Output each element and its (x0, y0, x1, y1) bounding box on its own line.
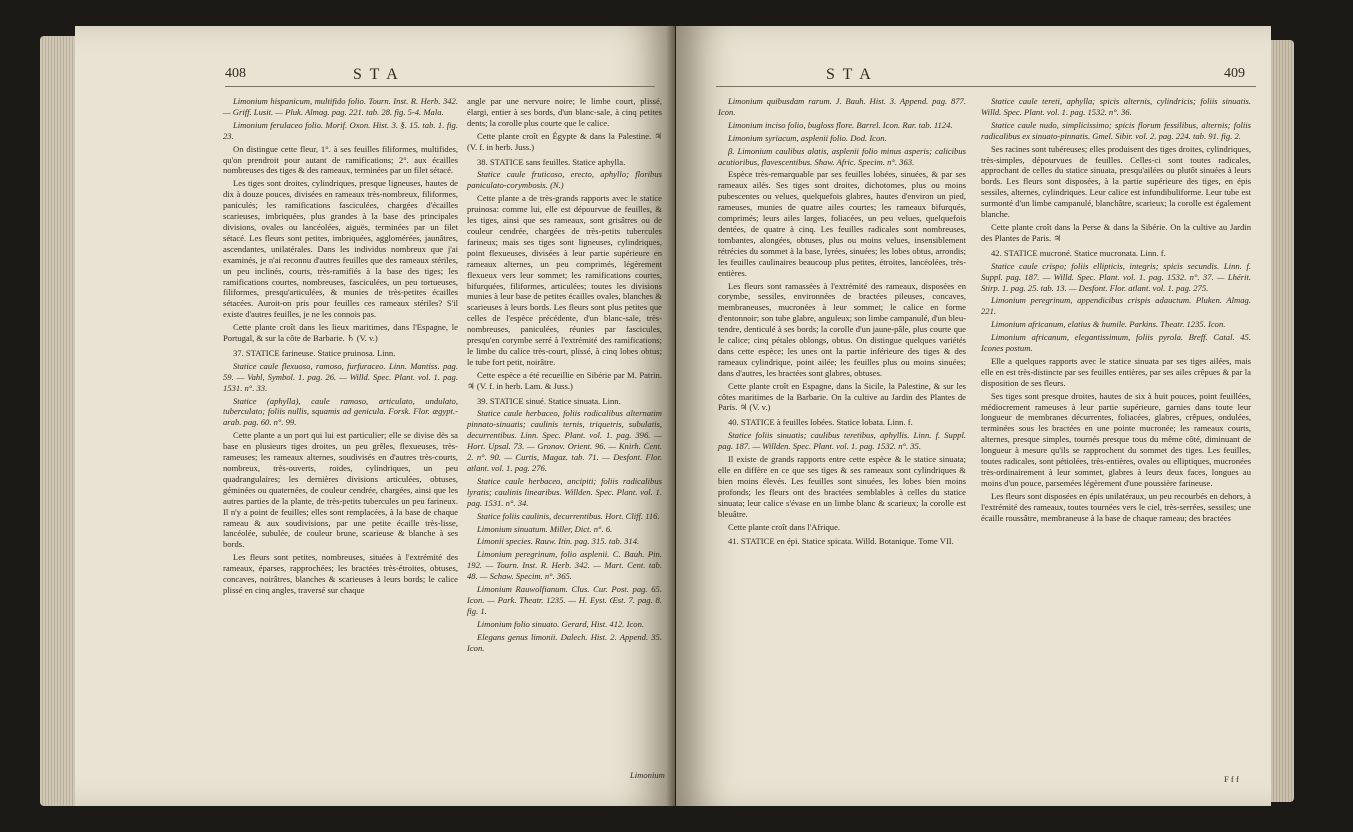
paragraph: Cette plante croît dans la Perse & dans la Sibérie. On la cultive au Jardin des Plantes de Paris. ♃ (981, 221, 1251, 243)
paragraph: Les fleurs sont petites, nombreuses, situées à l'extrémité des rameaux, éparses, rapprochées; les bractées très-étroites, obtuses, concaves, noirâtres, blanches & scarieuses à leurs bords; le calice plissé en cinq angles, traversé sur chaque (223, 552, 458, 595)
running-head-right: S T A (826, 66, 873, 83)
paragraph: Limonium folio sinuato. Gerard, Hist. 412. Icon. (477, 618, 645, 629)
right-column-1 (718, 96, 966, 549)
paragraph: 40. STATICE à feuilles lobées. Statice lobata. Linn. f. (728, 417, 913, 428)
paragraph: Limonium africanum, elegantissimum, foliis pyrola. Breff. Catal. 45. Icones postum. (981, 332, 1251, 354)
paragraph: Cette plante croît dans les lieux maritimes, dans l'Espagne, le Portugal, & sur la côte de Barbarie. ♄ (V. v.) (223, 322, 458, 344)
paragraph: Statice caule fruticoso, erecto, aphyllo; floribus paniculato-corymbosis. (N.) (467, 169, 662, 191)
paragraph: Il existe de grands rapports entre cette espèce & le statice sinuata; elle en diffère en ce que ses tiges & ses rameaux sont cylindriques & bien moins élevés. Les feuilles sont sinuées, les lobes bien moins profonds; les fleurs ont des bractées semblables à celles du statice sinuata; leur calice s'évase en un limbe blanc & scarieux; la corolle est bleuâtre. (718, 454, 966, 519)
left-page-edges (40, 36, 80, 806)
paragraph: On distingue cette fleur, 1°. à ses feuilles filiformes, multifides, qu'on prendroit pour autant de ramifications; 2°. aux écailles nombreuses des tiges & des rameaux, terminées par un filet sétacé. (223, 143, 458, 176)
paragraph: Cette plante croît en Espagne, dans la Sicile, la Palestine, & sur les côtes maritimes de la Barbarie. On la cultive au Jardin des Plantes de Paris. ♃ (V. v.) (718, 380, 966, 413)
paragraph: Les fleurs sont disposées en épis unilatéraux, un peu recourbés en dehors, à l'extrémité des rameaux, toutes tournées vers le ciel, très-serrées, sessiles; une écaille roussâtre, membraneuse à la base de chaque rameau; des bractées (981, 490, 1251, 523)
paragraph: Cette plante a de très-grands rapports avec le statice pruinosa: comme lui, elle est dépourvue de feuilles, & les tiges, ainsi que ses rameaux, sont grisâtres ou de couleur cendrée, chargées de très-petits tubercules farineux; mais ses tiges sont ligneuses, cylindriques, point flexueuses, divisées à leur partie supérieure en rameaux alternes, un peu comprimés, légèrement flexueux vers leur sommet; les ramifications courtes, bifurquées, filiformes, articulées; toutes les divisions munies à leur base de petites écailles ovales, blanches & scarieuses à leurs bords. Les fleurs sont plus petites que celles de l'espèce précédente, d'un blanc-sale, très-nombreuses, paniculées, réunies par fascicules, presqu'en corymbe serré à l'extrémité des ramifications; le limbe du calice très-court, plissé, à cinq lobes obtus; le tube fort petit, noirâtre. (467, 193, 662, 367)
page-number-right: 409 (1224, 66, 1245, 81)
paragraph: Limonium hispanicum, multifido folio. Tourn. Inst. R. Herb. 342. — Griff. Lusit. — Pluk. Almag. pag. 221. tab. 28. fig. 5-4. Mala. (223, 96, 458, 117)
paragraph: Cette espèce a été recueillie en Sibérie par M. Patrin. ♃ (V. f. in herb. Lam. & Juss.) (467, 369, 662, 391)
header-rule-right (716, 86, 1256, 87)
paragraph: 39. STATICE sinué. Statice sinuata. Linn. (477, 395, 621, 406)
paragraph: Ses tiges sont presque droites, hautes de six à huit pouces, point feuillées, médiocrement rameuses à leur partie supérieure, garnies dans toute leur longueur de membranes décurrentes, foliacées, glabres, crêpues, ondulées, terminées sous les bractées en une pointe mucronée; les rameaux courts, alternes, presque simples, tournés presque tous du même côté, diminuant de longueur à mesure qu'ils se rapprochent du sommet des tiges. Les feuilles, toutes radicales, sont pétiolées, très-entières, ovales ou elliptiques, mucronées très-ordinairement à leur sommet, glabres à leurs deux faces, longues au moins d'un pouce, parsemées légèrement d'une poussière farineuse. (981, 390, 1251, 488)
paragraph: Statice foliis caulinis, decurrentibus. Hort. Cliff. 116. (477, 510, 660, 521)
paragraph: Les fleurs sont ramassées à l'extrémité des rameaux, disposées en corymbe, sessiles, environnées de bractées pileuses, concaves, membraneuses, mucronées à leur sommet; le calice en forme d'entonnoir; son tube glabre, anguleux; son limbe campanulé, d'un bleu-tendre, denticulé à ses bords; la corolle d'un jaune-pâle, plus courte que le calice; cinq pétales oblongs, obtus. On distingue quelques variétés dans cette espèce; les unes ont la partie inférieure des tiges & des rameaux cylindrique, point ailée; les feuilles plus ou moins sinuées; dans d'autres, les bractées sont glabres, obtuses. (718, 280, 966, 378)
page-number-left: 408 (225, 66, 246, 81)
paragraph: Espèce très-remarquable par ses feuilles lobées, sinuées, & par ses rameaux ailés. Ses tiges sont droites, dichotomes, plus ou moins pubescentes ou velues, quelquefois glabres, hautes d'environ un pied, rameuses, munies de quatre ailes courtes; les rameaux bifurqués, comprimés; leurs ailes larges, foliacées, un peu velues, quelquefois dentées, de quatre à cinq. Les feuilles radicales sont nombreuses, tombantes, alongées, obtuses, plus ou moins velues, insensiblement rétrécies du sommet à la base, lyrées, sinuées; les lobes obtus, arrondis; les feuilles caulinaires beaucoup plus petites, étroites, lancéolées, très-entières. (718, 169, 966, 278)
catchword: Limonium (630, 770, 665, 780)
paragraph: Limonium inciso folio, bugloss flore. Barrel. Icon. Rar. tab. 1124. (728, 119, 953, 130)
paragraph: Limonium peregrinum, folio asplenii. C. Bauh. Pin. 192. — Tourn. Inst. R. Herb. 342. — Mart. Cent. tab. 48. — Schaw. Specim. n°. 365. (467, 549, 662, 582)
paragraph: Statice caule flexuoso, ramoso, furfuraceo. Linn. Mantiss. pag. 59. — Vahl, Symbol. 1. pag. 26. — Willd. Spec. Plant. vol. 1. pag. 1531. n°. 33. (223, 360, 458, 393)
paragraph: Limonium Rauwolfianum. Clus. Cur. Post. pag. 65. Icon. — Park. Theatr. 1235. — H. Eyst. Œst. 7. pag. 8. fig. 1. (467, 584, 662, 616)
left-page (75, 26, 675, 806)
paragraph: Les tiges sont droites, cylindriques, presque ligneuses, hautes de dix à douze pouces, divisées en rameaux très-nombreux, filiformes, paniculés; les ramifications fasciculées, chargées d'écailles scarieuses, imbriquées, plus grandes à la base des principales divisions, ovales ou lancéolées, aiguës, terminées par un filet sétacé. Les fleurs sont petites, imbriquées, agglomérées, jaunâtres, ascendantes, unilatérales. Dans les individus nombreux que j'ai examinés, je n'ai reconnu d'autres feuilles que des rameaux stériles, un peu inclinés, courts, très-ramifiés à la base des tiges; les ramifications courtes, nombreuses, fasciculées, un peu tortueuses, filiformes, presqu'articulées, & munies de très-petites écailles sétacées. Auroit-on pris pour feuilles ces rameaux stériles? S'il existe d'autres feuilles, je ne les connois pas. (223, 178, 458, 320)
right-page-edges (1268, 40, 1294, 802)
paragraph: β. Limonium caulibus alatis, asplenii folio minus asperis; calicibus acutioribus, flavescentibus. Shaw. Afric. Specim. n°. 363. (718, 145, 966, 167)
paragraph: Statice foliis sinuatis; caulibus teretibus, aphyllis. Linn. f. Suppl. pag. 187. — Willden. Spec. Plant. vol. 1. pag. 1532. n°. 35. (718, 430, 966, 452)
left-column-2 (467, 96, 662, 656)
paragraph: Ses racines sont tubéreuses; elles produisent des tiges droites, cylindriques, très-simples, dépourvues de feuilles. Celles-ci sont toutes radicales, approchant de celles du statice sinuata, presqu'ailées ou plutôt sinuées à leurs bords. Les fleurs sont disposées, à la partie supérieure des tiges, en épis sessiles, alternes, cylindriques. Leur calice est infundibuliforme. Leur tube est surmonté d'un limbe campanulé, blanchâtre, scarieux; la corolle est également blanche. (981, 143, 1251, 220)
right-page (676, 26, 1271, 806)
paragraph: 37. STATICE farineuse. Statice pruinosa. Linn. (233, 347, 396, 358)
paragraph: 41. STATICE en épi. Statice spicata. Willd. Botanique. Tome VII. (728, 536, 954, 547)
header-rule-left (225, 86, 655, 87)
paragraph: Statice caule herbaceo, foliis radicalibus alternatim pinnato-sinuatis; caulinis ternis, triquetris, subulatis, decurrentibus. Linn. Spec. Plant. vol. 1. pag. 396. — Hort. Upsal. 73. — Gronov. Orient. 96. — Knirh. Cent. 2. n°. 90. — Curtis, Magaz. tab. 71. — Desfont. Flor. atlant. vol. 1. pag. 276. (467, 408, 662, 473)
paragraph: Statice (aphylla), caule ramoso, articulato, undulato, tuberculato; foliis nullis, squamis ad genicula. Forsk. Flor. ægypt.-arab. pag. 60. n°. 99. (223, 395, 458, 428)
left-column-1 (223, 96, 458, 598)
paragraph: Statice caule tereti, aphylla; spicis alternis, cylindricis; foliis sinuatis. Willd. Spec. Plant. vol. 1. pag. 1532. n°. 36. (981, 96, 1251, 117)
paragraph: Limonium ferulaceo folio. Morif. Oxon. Hist. 3. §. 15. tab. 1. fig. 23. (223, 119, 458, 141)
paragraph: Cette plante croît dans l'Afrique. (728, 521, 841, 532)
paragraph: Statice caule herbaceo, ancipiti; foliis radicalibus lyratis; caulinis linearibus. Willden. Spec. Plant. vol. 1. pag. 1531. n°. 34. (467, 475, 662, 508)
running-head-left: S T A (353, 66, 400, 83)
paragraph: Limonium peregrinum, appendicibus crispis adauctum. Pluken. Almag. 221. (981, 295, 1251, 317)
paragraph: Cette plante a un port qui lui est particulier; elle se divise dès sa base en plusieurs tiges droites, un peu grêles, flexueuses, très-rameuses; les rameaux alternes, soudivisés en d'autres très-courts, nombreux, très-ouverts, roides, cylindriques, un peu quadrangulaires; les dernières divisions articulées, obtuses, géminées ou quaternées, de couleur cendrée, chargées, ainsi que les autres parties de la plante, de très-petits tubercules un peu farineux. Il n'y a point de feuilles; elles sont remplacées, à la base de chaque rameau & aux soudivisions, par une petite écaille très-lisse, lancéolée, subulée, de couleur brune, scarieuse & blanche à ses bords. (223, 430, 458, 550)
right-column-2 (981, 96, 1251, 526)
paragraph: Statice caule nudo, simplicissimo; spicis florum fessilibus, alternis; foliis radicalibus ex sinuato-pinnatis. Gmel. Sibir. vol. 2. pag. 224. tab. 91. fig. 2. (981, 119, 1251, 141)
paragraph: angle par une nervure noire; le limbe court, plissé, élargi, entier à ses bords, d'un blanc-sale, à cinq petites dents; la corolle plus courte que le calice. (467, 96, 662, 128)
paragraph: Elle a quelques rapports avec le statice sinuata par ses tiges ailées, mais elle en est très-distincte par ses feuilles entières, par ses ailes crêpues & par la disposition de ses fleurs. (981, 355, 1251, 388)
signature-mark: F f f (1224, 774, 1239, 784)
paragraph: Limonium quibusdam rarum. J. Bauh. Hist. 3. Append. pag. 877. Icon. (718, 96, 966, 117)
paragraph: 42. STATICE mucroné. Statice mucronata. Linn. f. (991, 247, 1166, 258)
paragraph: Limonii species. Rauw. Itin. pag. 315. tab. 314. (477, 536, 640, 547)
paragraph: 38. STATICE sans feuilles. Statice aphylla. (477, 156, 626, 167)
paragraph: Cette plante croît en Égypte & dans la Palestine. ♃ (V. f. in herb. Juss.) (467, 130, 662, 152)
paragraph: Elegans genus limonii. Dalech. Hist. 2. Append. 35. Icon. (467, 631, 662, 653)
paragraph: Limonium africanum, elatius & humile. Parkins. Theatr. 1235. Icon. (991, 319, 1226, 330)
paragraph: Statice caule crispo; foliis ellipticis, integris; spicis secundis. Linn. f. Suppl. pag. 187. — Willd. Spec. Plant. vol. 1. pag. 1532. n°. 37. — Lhérit. Stirp. 1. pag. 25. tab. 13. — Desfont. Flor. atlant. vol. 1. pag. 275. (981, 260, 1251, 293)
paragraph: Limonium syriacum, asplenii folio. Dod. Icon. (728, 132, 887, 143)
paragraph: Limonium sinuatum. Miller, Dict. n°. 6. (477, 523, 613, 534)
